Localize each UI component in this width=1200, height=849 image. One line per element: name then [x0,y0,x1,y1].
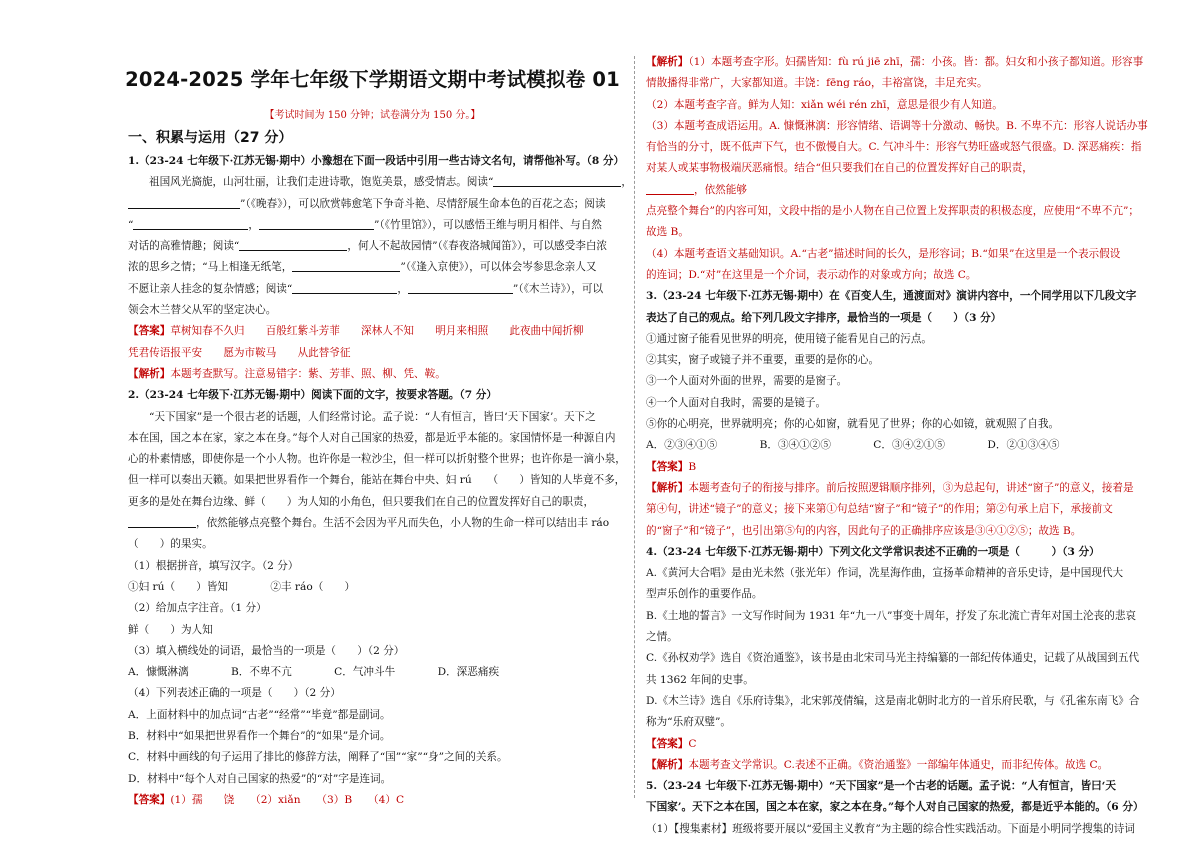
answer-option: 型声乐创作的重要作品。 [646,588,763,601]
question-1-text-line: “ ， ”（《竹里馆》），可以感悟王维与明月相伴、与自然 [128,218,602,231]
fill-blank [646,182,694,195]
left-content [128,151,633,811]
question-1-text-line: 领会木兰替父从军的坚定决心。 [128,304,277,317]
sub-question: （3）填入横线处的词语，最恰当的一项是（ ）（2 分） [128,644,405,657]
question-3-heading-continued: 表达了自己的观点。给下列几段文字排序，最恰当的一项是（ ）（3 分） [646,311,1002,324]
passage-line: ，依然能够点亮整个舞台。生活不会因为平凡而失色，小人物的生命一样可以结出丰 ráo [128,513,625,534]
question-2-answer: 【答案】(1）孺 饶 （2）xiǎn （3）B （4）C [128,793,405,806]
question-1-text-line: ”（《晚春》），可以欣赏韩愈笔下争奇斗艳、尽情舒展生命本色的百花之态；阅读 [128,194,625,215]
answer-option: 之情。 [646,631,678,644]
question-4-heading: 4.（23-24 七年级下·江苏无锡·期中）下列文化文学常识表述不正确的一项是（ ）（3 分） [646,545,1100,558]
answer-option: D．材料中“每个人对自己国家的热爱”的“对”字是连词。 [128,772,392,785]
question-1-heading: 1.（23-24 七年级下·江苏无锡·期中）小豫想在下面一段话中引用一些古诗文名句，请帮他补写。（8 分） [128,155,625,167]
answer-option: A．上面材料中的加点词“古老”“经常”“毕竟”都是副词。 [128,708,391,721]
sentence-item: ②其实，窗子或镜子并不重要，重要的是你的心。 [646,354,880,367]
answer-options: A．慷慨淋漓 B．不卑不亢 C．气冲斗牛 D．深恶痛疾 [128,666,500,679]
analysis-line: 的“窗子”和“镜子”，也引出第⑤句的内容，因此句子的正确排序应该是③④①②⑤；故选 B。 [646,524,1082,537]
passage-line: 但一样可以奏出天籁。如果把世界看作一个舞台，能站在舞台中央、妇 rú （ ）皆知的人毕竟不多， [128,474,626,487]
question-5-heading-continued: 下国家’。天下之本在国，国之本在家，家之本在身。”每个人对自己国家的热爱，都是近乎本能的。（6 分） [646,801,1144,814]
question-1-text-line: 对话的高雅情趣；阅读“ ，何人不起故园情”（《春夜洛城闻笛》），可以感受李白浓 [128,240,608,253]
question-1-answer-continued: 凭君传语报平安 愿为市鞍马 从此替爷征 [128,346,351,359]
answer-option: D.《木兰诗》选自《乐府诗集》，北宋郭茂倩编，这是南北朝时北方的一首乐府民歌，与《孔雀东南飞》合 [646,694,1140,707]
fill-blank[interactable] [493,174,621,187]
passage-line: “天下国家”是一个很古老的话题，人们经常讨论。孟子说：“人有恒言，皆曰‘天下国家’。天下之 [149,410,596,423]
exam-instructions: 【考试时间为 150 分钟；试卷满分为 150 分。】 [264,110,481,121]
question-4-analysis: 【解析】本题考查文学常识。C.表述不正确。《资治通鉴》一部编年体通史，而非纪传体。故选 C。 [646,758,1109,771]
fill-blank[interactable] [128,196,240,209]
sub-question: （4）下列表述正确的一项是（ ）（2 分） [128,687,341,700]
passage-line: （ ）的果实。 [128,538,213,551]
fill-blank[interactable] [259,217,374,230]
analysis-line: （4）本题考查语文基础知识。A.“古老”描述时间的长久，是形容词；B.“如果”在这里是一个表示假设 [646,247,1121,260]
fill-blank[interactable] [292,259,400,272]
analysis-line: 点亮整个舞台”的内容可知，文段中指的是小人物在自己位置上发挥职责的积极态度，应使用“不卑不亢”； [646,205,1139,218]
question-3-answer: 【答案】B [646,460,697,473]
question-2-analysis: 【解析】（1）本题考查字形。妇孺皆知：fù rú jiē zhī，孺：小孩。皆：都。妇女和小孩子都知道。形容事 [646,56,1144,68]
answer-option: B．材料中“如果把世界看作一个舞台”的“如果”是介词。 [128,730,391,743]
answer-option: C.《孙权劝学》选自《资治通鉴》，该书是由北宋司马光主持编纂的一部纪传体通史，记载了从战国到五代 [646,652,1140,665]
fill-blank[interactable] [292,281,397,294]
fill-blank[interactable] [239,238,347,251]
right-content [646,52,1148,840]
sentence-item: ③一个人面对外面的世界，需要的是窗子。 [646,375,848,388]
analysis-line: 有恰当的分寸，既不低声下气，也不傲慢自大。C. 气冲斗牛：形容气势旺盛或怒气很盛。D. 深恶痛疾：指 [646,141,1142,154]
analysis-line: 情散播得非常广，大家都知道。丰饶：fēng ráo，丰裕富饶，丰足充实。 [646,77,988,90]
question-1-answer: 【答案】草树知春不久归 百般红紫斗芳菲 深林人不知 明月来相照 此夜曲中闻折柳 [128,325,584,338]
answer-options: A．②③④①⑤ B．③④①②⑤ C．③④②①⑤ D．②①③④⑤ [646,439,1060,452]
analysis-line: 对某人或某事物极端厌恶痛恨。结合“但只要我们在自己的位置发挥好自己的职责， [646,162,1033,175]
sentence-item: ①通过窗子能看见世界的明亮，使用镜子能看见自己的污点。 [646,332,933,345]
section-heading: 一、积累与运用（27 分） [128,130,293,146]
sub-question: （2）给加点字注音。（1 分） [128,602,267,615]
question-4-answer: 【答案】C [646,737,697,750]
answer-option: 称为“乐府双璧”。 [646,716,731,729]
fill-blank[interactable] [408,281,513,294]
answer-option: 共 1362 年间的史事。 [646,673,754,686]
sub-question-item: 鲜（ ）为人知 [128,623,213,636]
question-3-heading: 3.（23-24 七年级下·江苏无锡·期中）在《百变人生，通渡面对》演讲内容中，一个同学用以下几段文字 [646,290,1137,303]
answer-option: B.《土地的誓言》一文写作时间为 1931 年“九一八”事变十周年，抒发了东北流亡青年对国土沦丧的悲哀 [646,609,1137,622]
question-1-text-line: 浓的思乡之情；“马上相逢无纸笔， ”（《逢入京使》），可以体会岑参思念亲人又 [128,261,597,274]
sentence-item: ④一个人面对自我时，需要的是镜子。 [646,396,827,409]
question-1-text-line: 不愿让亲人挂念的复杂情感；阅读“ ， ”（《木兰诗》），可以 [128,282,604,295]
question-1-text-line: 祖国风光旖旎，山河壮丽，让我们走进诗歌，饱览美景，感受情志。阅读“ ， [149,176,633,189]
question-1-analysis: 【解析】本题考查默写。注意易错字：紫、芳菲、照、柳、凭、鞍。 [128,367,446,380]
fill-blank[interactable] [133,217,248,230]
question-5-heading: 5.（23-24 七年级下·江苏无锡·期中）“天下国家”是一个古老的话题。孟子说：“人有恒言，皆曰‘天 [646,780,1116,793]
sub-question: （1）【搜集素材】班级将要开展以“爱国主义教育”为主题的综合性实践活动。下面是小明同学搜集的诗词 [646,822,1135,835]
page-title: 2024-2025 学年七年级下学期语文期中考试模拟卷 01 [125,68,620,91]
analysis-line: （2）本题考查字音。鲜为人知：xiǎn wéi rén zhī，意思是很少有人知道。 [646,98,1003,111]
analysis-line: ，依然能够 [646,180,1140,201]
passage-line: 更多的是处在舞台边缘、鲜（ ）为人知的小角色，但只要我们在自己的位置发挥好自己的职责， [128,495,595,508]
column-divider [634,56,635,798]
analysis-line: 的连词；D.“对”在这里是一个介词，表示动作的对象或方向；故选 C。 [646,268,977,281]
question-2-heading: 2.（23-24 七年级下·江苏无锡·期中）阅读下面的文字，按要求答题。（7 分） [128,389,497,402]
answer-option: A.《黄河大合唱》是由光未然（张光年）作词，冼星海作曲，宣扬革命精神的音乐史诗，是中国现代大 [646,567,1124,580]
passage-line: 本在国，国之本在家，家之本在身。”每个人对自己国家的热爱，都是近乎本能的。家国情怀是一种源自内 [128,431,616,444]
analysis-line: 故选 B。 [646,226,689,239]
sentence-item: ⑤你的心明亮，世界就明亮；你的心如窗，就看见了世界；你的心如镜，就观照了自我。 [646,418,1060,431]
analysis-line: （3）本题考查成语运用。A. 慷慨淋漓：形容情绪、语调等十分激动、畅快。B. 不卑不亢：形容人说话办事 [646,119,1148,132]
analysis-line: 第④句，讲述“镜子”的意义；接下来第①句总结“窗子”和“镜子”的作用；第②句承上启下，承接前文 [646,503,1113,516]
sub-question: （1）根据拼音，填写汉字。（2 分） [128,559,299,572]
passage-line: 心的朴素情感，即使你是一个小人物。也许你是一粒沙尘，但一样可以折射整个世界；也许你是一滴小泉， [128,453,626,466]
sub-question-item: ①妇 rú（ ）皆知 ②丰 ráo（ ） [128,580,356,593]
question-3-analysis: 【解析】本题考查句子的衔接与排序。前后按照逻辑顺序排列，③为总起句，讲述“窗子”的意义，接着是 [646,481,1134,494]
fill-blank[interactable] [128,515,196,528]
answer-option: C．材料中画线的句子运用了排比的修辞方法，阐释了“国”“家”“身”之间的关系。 [128,751,508,764]
